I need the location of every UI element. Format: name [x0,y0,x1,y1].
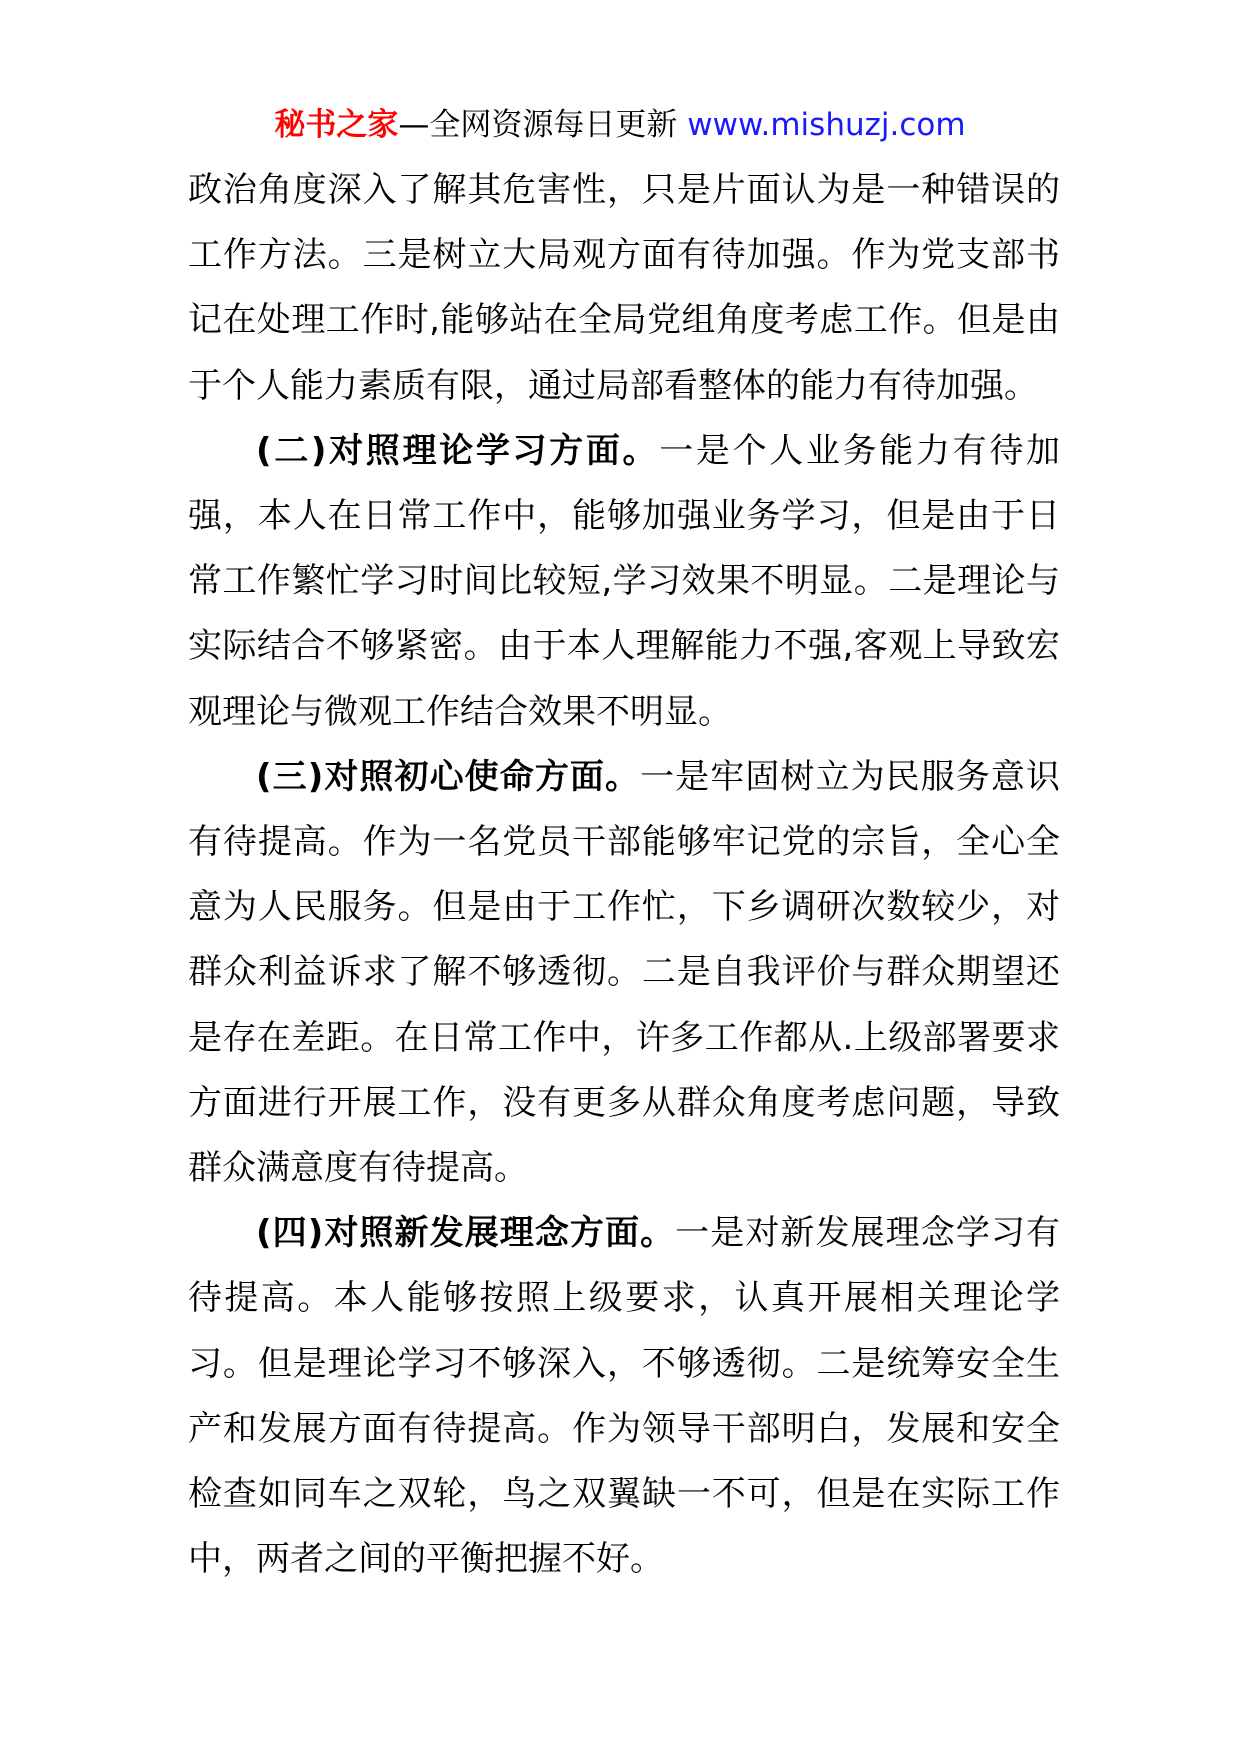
paragraph-text: 一是牢固树立为民服务意识有待提高。作为一名党员干部能够牢记党的宗旨，全心全意为人民服务。但是由于工作忙，下乡调研次数较少，对群众利益诉求了解不够透彻。二是自我评价与群众期望还是存在差距。在日常工作中，许多工作都从.上级部署要求方面进行开展工作，没有更多从群众角度考虑问题，导致群众满意度有待提高。 [188,756,1061,1189]
paragraph-text: 一是对新发展理念学习有待提高。本人能够按照上级要求，认真开展相关理论学习。但是理论学习不够深入，不够透彻。二是统筹安全生产和发展方面有待提高。作为领导干部明白，发展和安全检查如同车之双轮，鸟之双翼缺一不可，但是在实际工作中，两者之间的平衡把握不好。 [188,1213,1061,1580]
paragraph-heading: (四)对照新发展理念方面。 [256,1213,676,1254]
paragraph-original-mission [188,745,1060,1201]
brand-name: 秘书之家 [274,107,399,143]
paragraph-heading: (二)对照理论学习方面。 [256,430,660,471]
site-url[interactable]: www.mishuzj.com [687,107,966,143]
paragraph-heading: (三)对照初心使命方面。 [256,756,641,797]
header-tagline: —全网资源每日更新 [398,107,688,143]
paragraph-text: 政治角度深入了解其危害性，只是片面认为是一种错误的工作方法。三是树立大局观方面有待加强。作为党支部书记在处理工作时,能够站在全局党组角度考虑工作。但是由于个人能力素质有限，通过局部看整体的能力有待加强。 [188,170,1060,406]
paragraph-theory-study [188,419,1060,745]
page-header [0,100,1240,150]
paragraph-continued [188,158,1060,419]
document-body [188,158,1060,1592]
paragraph-new-development [188,1201,1060,1592]
paragraph-text: 一是个人业务能力有待加强，本人在日常工作中，能够加强业务学习，但是由于日常工作繁忙学习时间比较短,学习效果不明显。二是理论与实际结合不够紧密。由于本人理解能力不强,客观上导致宏观理论与微观工作结合效果不明显。 [188,430,1061,732]
